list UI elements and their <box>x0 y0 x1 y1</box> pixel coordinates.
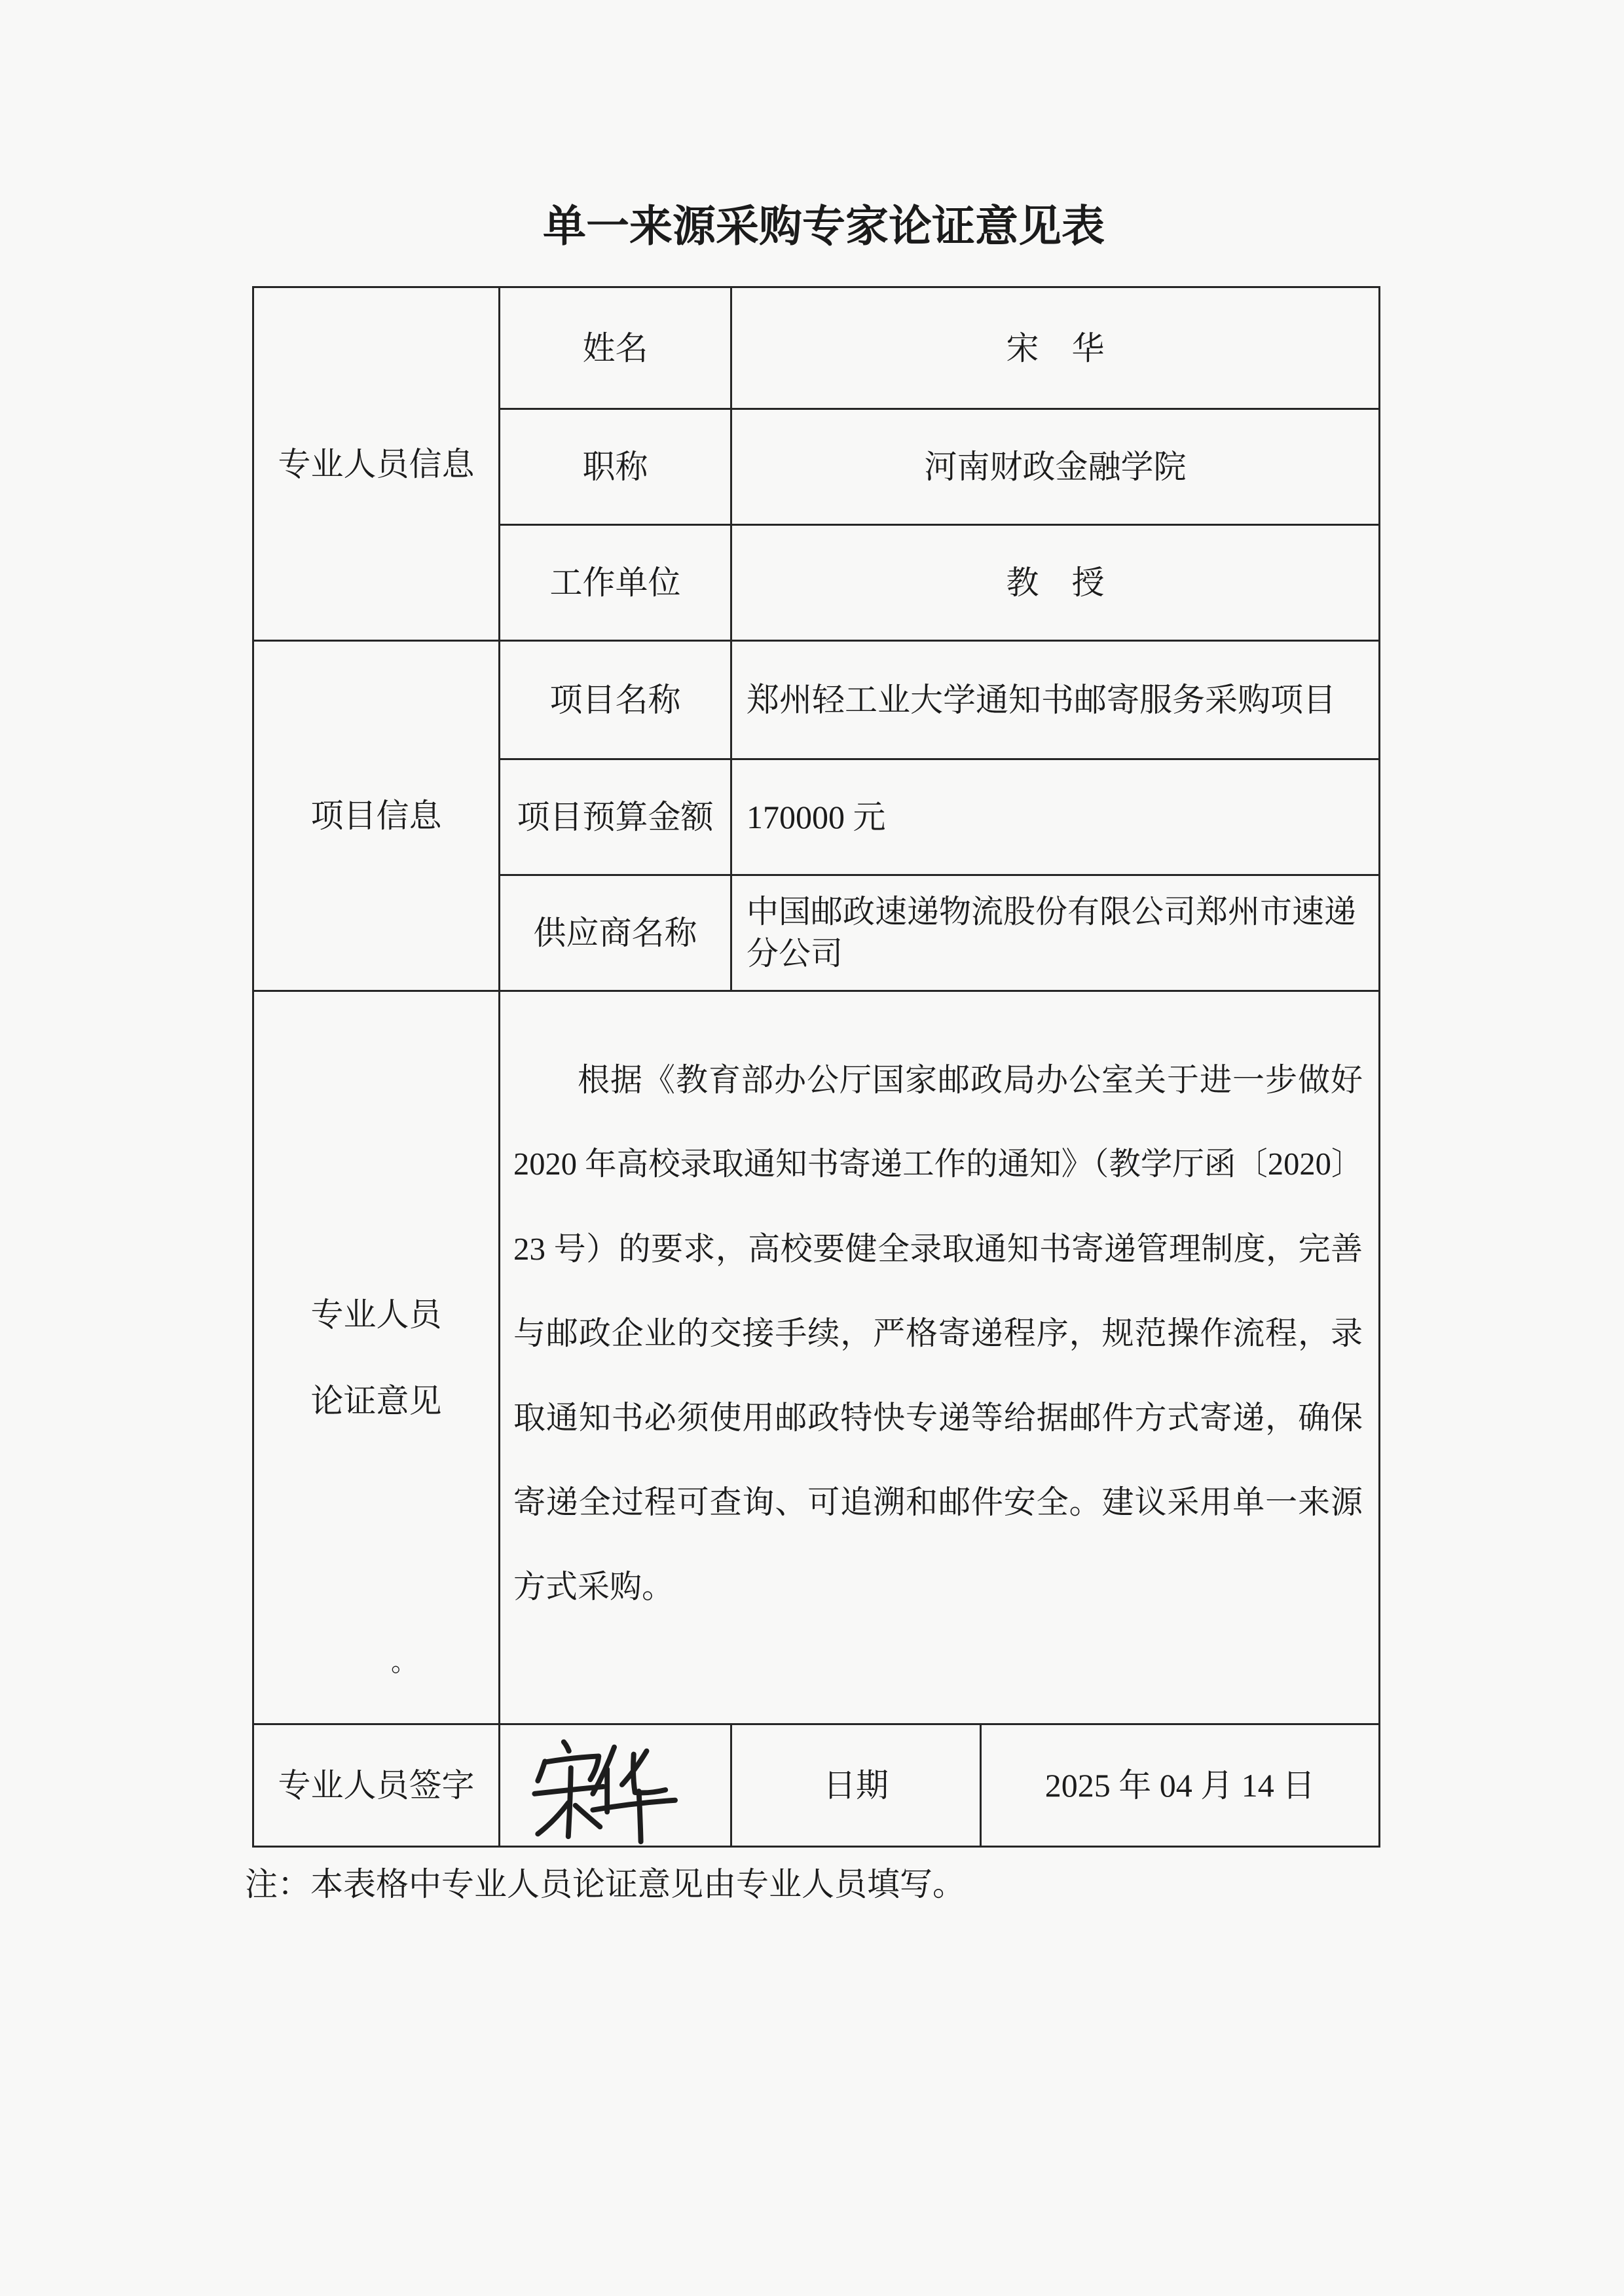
opinion-text-line: 2020 年高校录取通知书寄递工作的通知》（教学厅函〔2020〕 <box>513 1147 1363 1182</box>
opinion-label-tail-mark: 。 <box>391 1647 417 1677</box>
date-label: 日期 <box>731 1724 981 1847</box>
signature-label: 专业人员签字 <box>253 1724 500 1847</box>
row-opinion <box>253 991 1380 1724</box>
name-value: 宋 华 <box>731 287 1380 409</box>
opinion-text-line: 与邮政企业的交接手续，严格寄递程序，规范操作流程，录 <box>513 1315 1363 1351</box>
row-project-name <box>253 641 1380 759</box>
supplier-value: 中国邮政速递物流股份有限公司郑州市速递分公司 <box>731 875 1380 991</box>
document-title: 单一来源采购专家论证意见表 <box>543 203 1105 251</box>
handwritten-signature <box>500 1725 731 1846</box>
signature-stroke <box>538 1761 545 1781</box>
project-name-label: 项目名称 <box>500 641 731 759</box>
opinion-text-line: 取通知书必须使用邮政特快专递等给据邮件方式寄递，确保 <box>513 1400 1363 1436</box>
opinion-text-line: 根据《教育部办公厅国家邮政局办公室关于进一步做好 <box>578 1062 1363 1098</box>
signature-stroke <box>538 1803 568 1834</box>
project-info-section-label: 项目信息 <box>253 641 500 991</box>
opinion-label-cell <box>253 991 500 1724</box>
signature-stroke <box>564 1742 569 1751</box>
name-label: 姓名 <box>500 287 731 409</box>
supplier-label: 供应商名称 <box>500 875 731 991</box>
row-signature <box>253 1724 1380 1847</box>
row-name <box>253 287 1380 409</box>
date-value: 2025 年 04 月 14 日 <box>981 1724 1380 1847</box>
expert-opinion-form-table <box>252 286 1380 1848</box>
employer-label: 工作单位 <box>500 525 731 641</box>
opinion-label-line: 专业人员 <box>310 1296 442 1333</box>
opinion-label-line: 论证意见 <box>310 1382 442 1419</box>
opinion-text-line: 方式采购。 <box>513 1569 674 1605</box>
signature-cell <box>500 1724 731 1847</box>
opinion-text-cell <box>500 991 1380 1724</box>
title-value: 河南财政金融学院 <box>731 409 1380 525</box>
signature-stroke <box>639 1791 641 1842</box>
professional-info-section-label: 专业人员信息 <box>253 287 500 641</box>
title-label: 职称 <box>500 409 731 525</box>
employer-value: 教 授 <box>731 525 1380 641</box>
budget-value: 170000 元 <box>731 759 1380 875</box>
footnote: 注：本表格中专业人员论证意见由专业人员填写。 <box>245 1866 965 1903</box>
opinion-text-line: 寄递全过程可查询、可追溯和邮件安全。建议采用单一来源 <box>513 1484 1363 1520</box>
budget-label: 项目预算金额 <box>500 759 731 875</box>
project-name-value: 郑州轻工业大学通知书邮寄服务采购项目 <box>731 641 1380 759</box>
opinion-text-line: 23 号）的要求，高校要健全录取通知书寄递管理制度，完善 <box>513 1231 1363 1267</box>
